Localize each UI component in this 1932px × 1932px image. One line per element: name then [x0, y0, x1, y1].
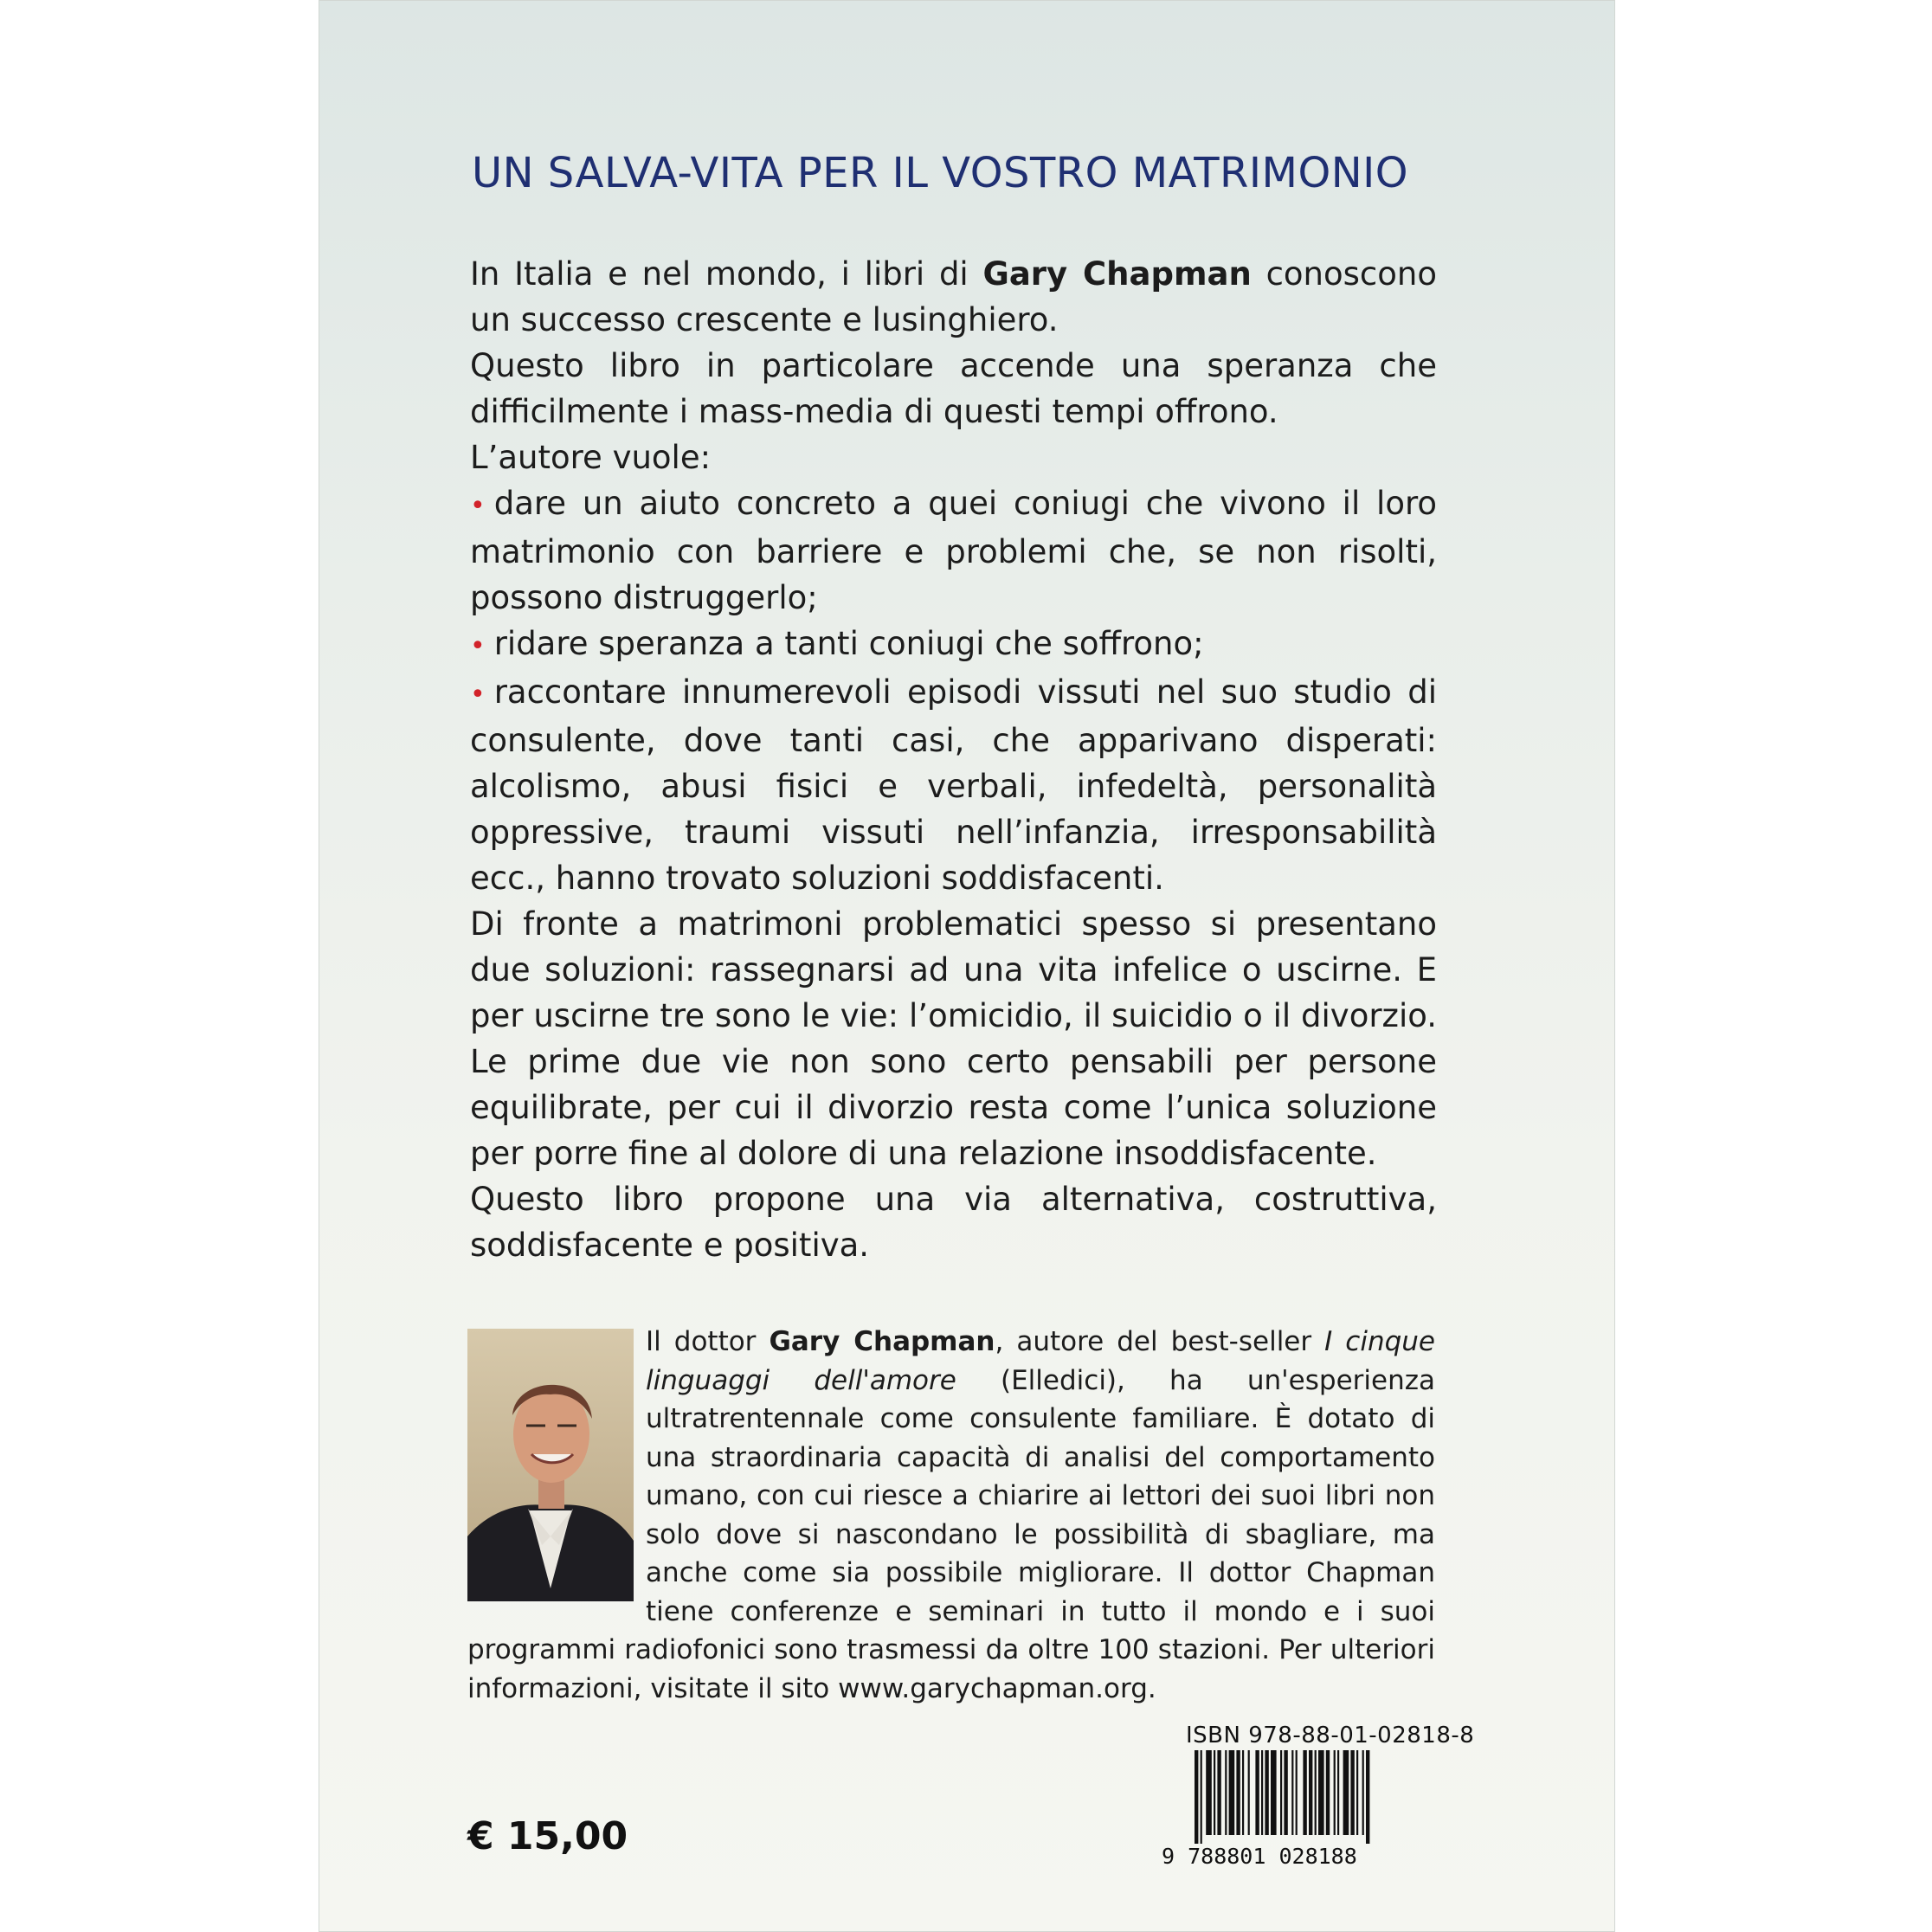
barcode-bar	[1296, 1750, 1298, 1835]
barcode-bar	[1261, 1750, 1263, 1835]
barcode-bar	[1284, 1750, 1287, 1835]
barcode-bar	[1214, 1750, 1215, 1835]
barcode-bar	[1248, 1750, 1250, 1835]
barcode-bar	[1195, 1750, 1198, 1844]
barcode-bar	[1229, 1750, 1235, 1835]
bullet-text: dare un aiuto concreto a quei coniugi che vivono il loro matrimonio con barriere e problemi che, se non risolti, possono distruggerlo;	[470, 485, 1437, 616]
barcode-bar	[1334, 1750, 1336, 1835]
isbn-label: ISBN 978-88-01-02818-8	[1186, 1723, 1475, 1748]
barcode-bar	[1356, 1750, 1358, 1835]
intro-text-2: conoscono un successo crescente e lusinghiero.	[470, 255, 1437, 338]
bio-text-3: (Elledici), ha un'esperienza ultratrentennale come consulente familiare. È dotato di una straordinaria capacità di analisi del comportamento umano, con cui riesce a chiarire ai lettori dei suoi libri non solo dove si nascondano le possibilità di sbagliare, ma anche come sia possibile migliorare. Il dottor Chapman tiene conferenze e seminari in tutto il mondo e i suoi programmi radiofonici sono trasmessi da oltre 100 stazioni. Per ulteriori informazioni, visitate il sito www.garychapman.org.	[467, 1364, 1436, 1704]
bullet-icon: •	[470, 631, 486, 661]
photo-spacer	[467, 1323, 646, 1608]
paragraph-4: Questo libro propone una via alternativa, costruttiva, soddisfacente e positiva.	[470, 1181, 1437, 1264]
cover-title: UN SALVA-VITA PER IL VOSTRO MATRIMONIO	[472, 149, 1409, 197]
book-title: I cinque linguaggi dell'amore	[646, 1326, 1435, 1396]
author-bio	[467, 1323, 1435, 1708]
barcode-bar	[1315, 1750, 1317, 1835]
barcode-bar	[1350, 1750, 1354, 1835]
barcode-bar	[1206, 1750, 1212, 1835]
intro-text-1: In Italia e nel mondo, i libri di	[470, 255, 983, 293]
barcode-bar	[1280, 1750, 1282, 1835]
bullet-item	[470, 669, 1437, 901]
barcode-bar	[1271, 1750, 1277, 1835]
price: € 15,00	[467, 1814, 628, 1858]
barcode-bar	[1217, 1750, 1220, 1835]
barcode-bar	[1303, 1750, 1306, 1835]
bullet-text: ridare speranza a tanti coniugi che soffrono;	[493, 625, 1204, 662]
barcode-bar	[1201, 1750, 1202, 1844]
paragraph-2: Questo libro in particolare accende una speranza che difficilmente i mass-media di questi tempi offrono.	[470, 347, 1437, 430]
barcode-bar	[1309, 1750, 1312, 1835]
barcode	[1195, 1750, 1420, 1844]
bio-text-2: , autore del best-seller	[995, 1326, 1325, 1357]
blurb	[470, 251, 1437, 1268]
barcode-bar	[1265, 1750, 1268, 1835]
barcode-bar	[1366, 1750, 1369, 1844]
bullet-icon: •	[470, 679, 486, 710]
lead-text: L’autore vuole:	[470, 439, 712, 476]
bullet-text: raccontare innumerevoli episodi vissuti nel suo studio di consulente, dove tanti casi, che apparivano disperati: alcolismo, abusi fisici e verbali, infedeltà, personalità oppressive, traumi vissuti nell’infanzia, irresponsabilità ecc., hanno trovato soluzioni soddisfacenti.	[470, 673, 1437, 897]
barcode-bar	[1362, 1750, 1364, 1835]
barcode-bar	[1337, 1750, 1339, 1835]
author-name: Gary Chapman	[982, 255, 1252, 293]
barcode-bar	[1343, 1750, 1349, 1835]
bullet-item	[470, 621, 1437, 669]
bio-author-name: Gary Chapman	[769, 1326, 995, 1357]
intro-paragraph	[470, 251, 1437, 343]
bio-text-1: Il dottor	[646, 1326, 770, 1357]
barcode-digits: 9 788801 028188	[1162, 1844, 1357, 1869]
bullet-icon: •	[470, 491, 486, 521]
barcode-bar	[1291, 1750, 1293, 1835]
barcode-bar	[1318, 1750, 1324, 1835]
paragraph-3: Di fronte a matrimoni problematici spesso si presentano due soluzioni: rassegnarsi ad una vita infelice o uscirne. E per uscirne tre sono le vie: l’omicidio, il suicidio o il divorzio. Le prime due vie non sono certo pensabili per persone equilibrate, per cui il divorzio resta come l’unica soluzione per porre fine al dolore di una relazione insoddisfacente.	[470, 905, 1437, 1172]
bullet-item	[470, 480, 1437, 621]
barcode-bar	[1242, 1750, 1244, 1835]
barcode-bar	[1225, 1750, 1227, 1835]
barcode-bar	[1236, 1750, 1240, 1835]
barcode-bar	[1326, 1750, 1330, 1835]
barcode-bar	[1255, 1750, 1259, 1835]
